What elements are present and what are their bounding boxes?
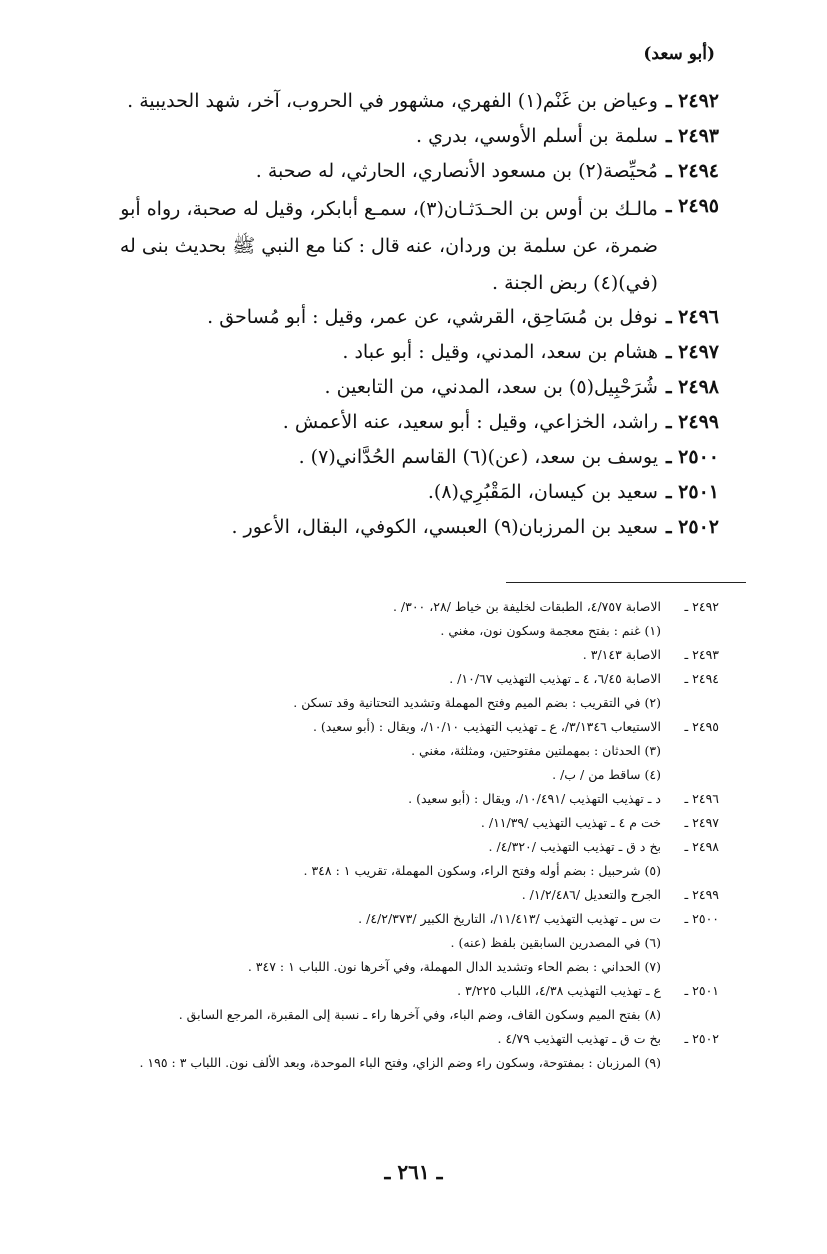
footnote-text: (١) غنم : بفتح معجمة وسكون نون، مغني .: [440, 623, 661, 638]
footnote-text: (٨) بفتح الميم وسكون القاف، وضم الباء، وفي آخرها راء ـ نسبة إلى المقبرة، المرجع السابق .: [178, 1007, 661, 1022]
entry-2493: [79, 121, 719, 156]
footnote-text: (٦) في المصدرين السابقين بلفظ (عنه) .: [450, 935, 661, 950]
footnote: [107, 692, 719, 716]
footnote-text: الاستيعاب ٣/١٣٤٦/، ع ـ تهذيب التهذيب ١٠/١٠/، ويقال : (أبو سعيد) .: [312, 719, 661, 734]
page-number: ـ ٢٦١ ـ: [384, 1160, 443, 1184]
entry-2498: [79, 372, 719, 407]
footnote: [107, 644, 719, 668]
footnote: [107, 620, 719, 644]
footnote: [107, 836, 719, 860]
entry-number: ٢٤٩٤ ـ: [665, 160, 719, 182]
entry-2500: [79, 442, 719, 477]
footnote-text: خت م ٤ ـ تهذيب التهذيب /١١/٣٩/ .: [480, 815, 661, 830]
entry-number: ٢٤٩٩ ـ: [665, 411, 719, 433]
entry-number: ٢٤٩٢ ـ: [665, 90, 719, 112]
footnote: [107, 956, 719, 980]
entry-text: مُحيِّصة(٢) بن مسعود الأنصاري، الحارثي، له صحبة .: [255, 160, 658, 182]
footnote-text: د ـ تهذيب التهذيب /١٠/٤٩١/، ويقال : (أبو سعيد) .: [408, 791, 661, 806]
footnote: [107, 1052, 719, 1076]
entry-text: سعيد بن المرزبان(٩) العبسي، الكوفي، البقال، الأعور .: [231, 516, 658, 538]
footnote-number: ٢٥٠٢ ـ: [684, 1031, 719, 1046]
entry-number: ٢٤٩٥ ـ: [665, 195, 719, 217]
entry-2501: [79, 477, 719, 512]
entry-number: ٢٤٩٨ ـ: [665, 376, 719, 398]
footnote-text: (٧) الحداني : بضم الحاء وتشديد الدال المهملة، وفي آخرها نون. اللباب ١ : ٣٤٧ .: [247, 959, 661, 974]
entry-2492: [79, 86, 719, 121]
entry-text: راشد، الخزاعي، وقيل : أبو سعيد، عنه الأعمش .: [282, 411, 658, 433]
footnote: [107, 788, 719, 812]
footnote-number: ٢٤٩٤ ـ: [684, 671, 719, 686]
footnote-text: الاصابة ٤/٧٥٧، الطبقات لخليفة بن خياط /٢٨، ٣٠٠/ .: [392, 599, 661, 614]
entry-text: يوسف بن سعد، (عن)(٦) القاسم الحُدَّاني(٧) .: [298, 446, 658, 468]
entry-2494: [79, 156, 719, 191]
entry-number: ٢٤٩٦ ـ: [665, 306, 719, 328]
entry-2502: [79, 512, 719, 547]
footnote: [107, 1028, 719, 1052]
footnote: [107, 812, 719, 836]
footnote: [107, 884, 719, 908]
footnote-text: الجرح والتعديل /١/٢/٤٨٦/ .: [521, 887, 661, 902]
entry-number: ٢٥٠٢ ـ: [665, 516, 719, 538]
footnote: [107, 764, 719, 788]
footnote-text: ع ـ تهذيب التهذيب ٤/٣٨، اللباب ٣/٢٢٥ .: [457, 983, 661, 998]
entry-number: ٢٥٠١ ـ: [665, 481, 719, 503]
footnote: [107, 908, 719, 932]
footnote: [107, 668, 719, 692]
footnote-number: ٢٥٠١ ـ: [684, 983, 719, 998]
entry-text: هشام بن سعد، المدني، وقيل : أبو عباد .: [342, 341, 658, 363]
entry-2497: [79, 337, 719, 372]
entry-text: سلمة بن أسلم الأوسي، بدري .: [415, 125, 658, 147]
footnote-text: (٣) الحدثان : بمهملتين مفتوحتين، ومثلثة، مغني .: [411, 743, 661, 758]
entries-list: [79, 86, 719, 547]
footnote: [107, 1004, 719, 1028]
footnote-number: ٢٤٩٦ ـ: [684, 791, 719, 806]
entry-text: مالـك بن أوس بن الحـدَثـان(٣)، سمـع أبابكر، وقيل له صحبة، رواه أبو ضمرة، عن سلمة بن وردان، عنه قال : كنا مع النبي ﷺ بحديث بنى له (في)(٤) ربض الجنة .: [119, 198, 658, 294]
footnote-number: ٢٤٩٣ ـ: [684, 647, 719, 662]
footnote-text: (٢) في التقريب : بضم الميم وفتح المهملة وتشديد التحتانية وقد تسكن .: [293, 695, 661, 710]
entry-text: شُرَحْبِيل(٥) بن سعد، المدني، من التابعين .: [324, 376, 658, 398]
footnote: [107, 980, 719, 1004]
entry-2496: [79, 302, 719, 337]
entry-2495: [79, 191, 719, 302]
entry-2499: [79, 407, 719, 442]
footnote-number: ٢٤٩٥ ـ: [684, 719, 719, 734]
footnote-text: (٥) شرحبيل : بضم أوله وفتح الراء، وسكون المهملة، تقريب ١ : ٣٤٨ .: [303, 863, 661, 878]
footnote-divider: [506, 582, 746, 583]
footnote-text: الاصابة ٦/٤٥، ٤ ـ تهذيب التهذيب ١٠/٦٧/ .: [449, 671, 661, 686]
footnote: [107, 716, 719, 740]
footnote-text: ت س ـ تهذيب التهذيب /١١/٤١٣/، التاريخ الكبير /٤/٢/٣٧٣/ .: [358, 911, 661, 926]
entry-text: سعيد بن كيسان، المَقْبُرِي(٨).: [427, 481, 658, 503]
footnotes-list: [107, 596, 719, 1076]
footnote-number: ٢٤٩٩ ـ: [684, 887, 719, 902]
footnote-text: (٩) المرزبان : بمفتوحة، وسكون راء وضم الزاي، وفتح الباء الموحدة، وبعد الألف نون. اللباب ٣ : ١٩٥ .: [139, 1055, 661, 1070]
entry-text: وعياض بن غَنْم(١) الفهري، مشهور في الحروب، آخر، شهد الحديبية .: [127, 90, 658, 112]
entry-number: ٢٥٠٠ ـ: [665, 446, 719, 468]
footnote-number: ٢٤٩٧ ـ: [684, 815, 719, 830]
entry-text: نوفل بن مُسَاحِق، القرشي، عن عمر، وقيل : أبو مُساحق .: [207, 306, 658, 328]
footnote-text: بخ د ق ـ تهذيب التهذيب /٤/٣٢٠/ .: [488, 839, 661, 854]
footnote-text: الاصابة ٣/١٤٣ .: [582, 647, 661, 662]
footnote: [107, 860, 719, 884]
footnote-text: (٤) ساقط من / ب/ .: [552, 767, 661, 782]
footnote: [107, 740, 719, 764]
footnote-number: ٢٤٩٨ ـ: [684, 839, 719, 854]
footnote: [107, 932, 719, 956]
footnote-number: ٢٥٠٠ ـ: [684, 911, 719, 926]
footnote-number: ٢٤٩٢ ـ: [684, 599, 719, 614]
entry-number: ٢٤٩٧ ـ: [665, 341, 719, 363]
entry-number: ٢٤٩٣ ـ: [665, 125, 719, 147]
footnote-text: بخ ت ق ـ تهذيب التهذيب ٤/٧٩ .: [497, 1031, 661, 1046]
running-header: (أبو سعد): [643, 44, 715, 64]
footnote: [107, 596, 719, 620]
